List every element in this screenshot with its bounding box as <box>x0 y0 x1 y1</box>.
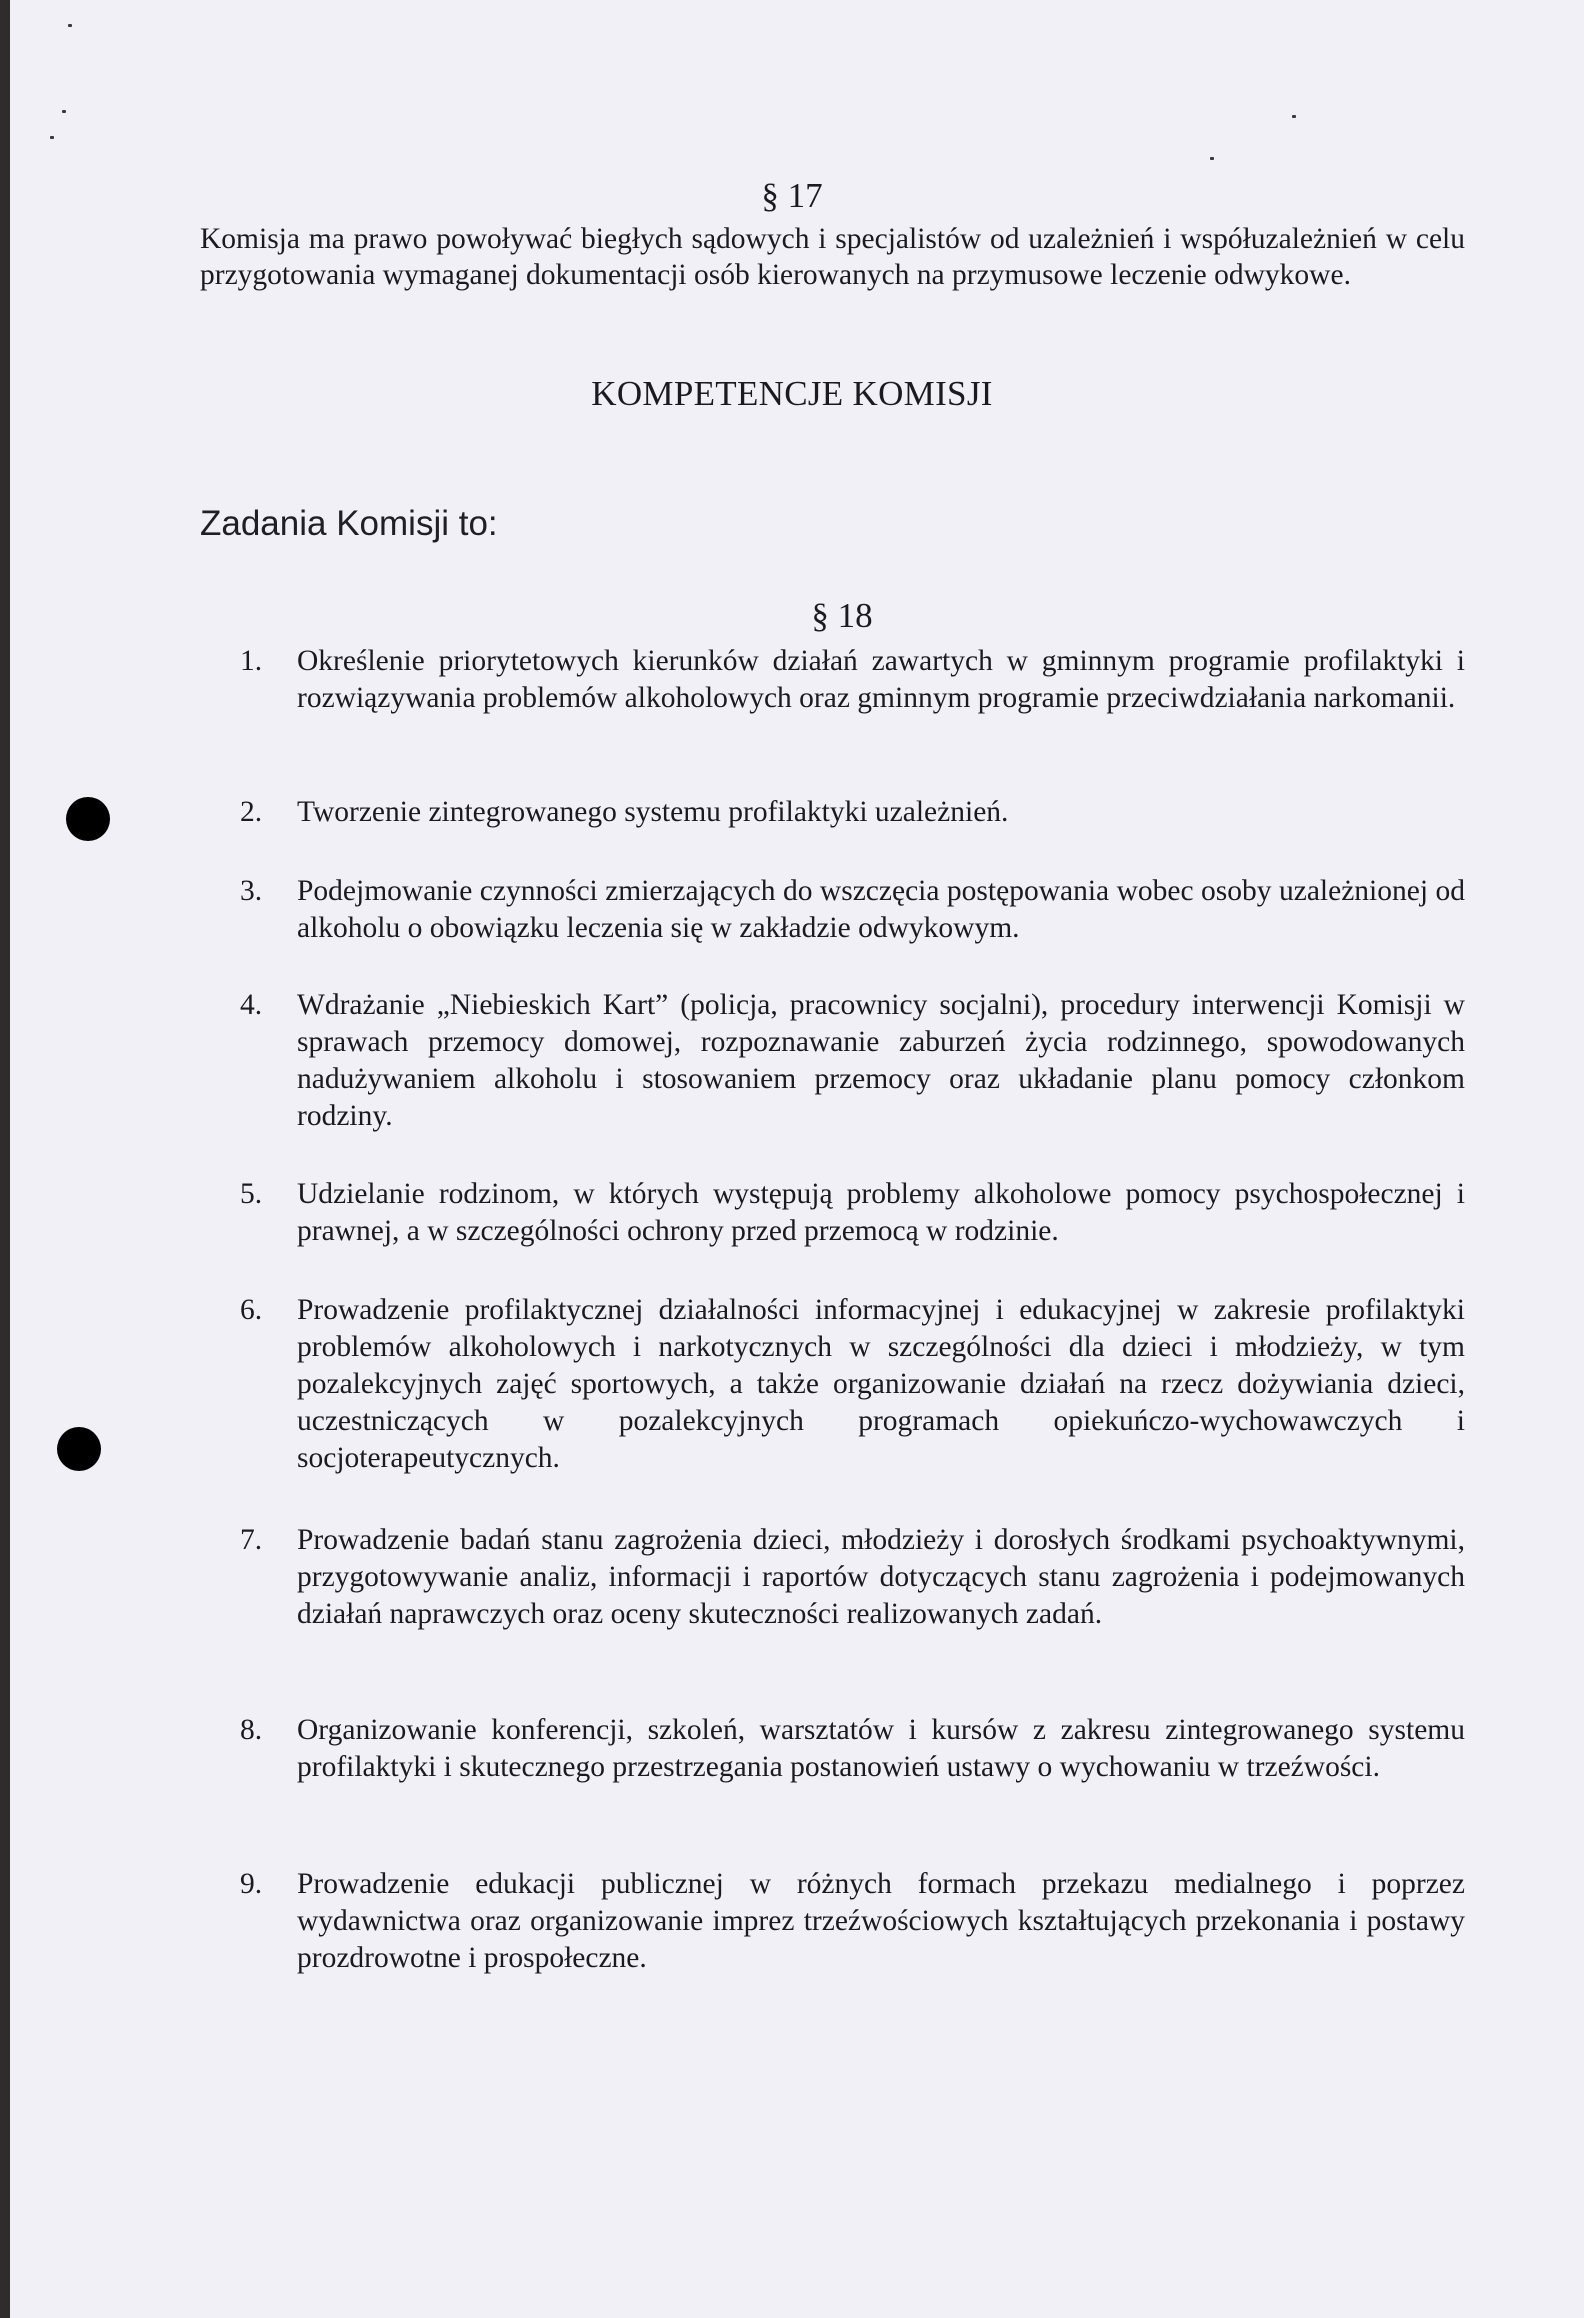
punch-hole-bottom <box>57 1427 101 1471</box>
list-item <box>240 794 1465 831</box>
scan-speck <box>1210 157 1214 160</box>
list-item-number: 5. <box>240 1178 263 1210</box>
list-item-text: Udzielanie rodzinom, w których występują problemy alkoholowe pomocy psychospołecznej i prawnej, a w szczególności ochrony przed przemocą w rodzinie. <box>297 1178 1465 1247</box>
list-item <box>240 643 1465 717</box>
list-item-text: Podejmowanie czynności zmierzających do wszczęcia postępowania wobec osoby uzależnionej od alkoholu o obowiązku leczenia się w zakładzie odwykowym. <box>297 875 1465 944</box>
list-item <box>240 873 1465 947</box>
list-item-text: Tworzenie zintegrowanego systemu profilaktyki uzależnień. <box>297 796 1009 828</box>
list-item-text: Określenie priorytetowych kierunków działań zawartych w gminnym programie profilaktyki i rozwiązywania problemów alkoholowych oraz gminnym programie przeciwdziałania narkomanii. <box>297 645 1465 714</box>
list-item <box>240 1292 1465 1477</box>
list-item-text: Wdrażanie „Niebieskich Kart” (policja, pracownicy socjalni), procedury interwencji Komisji w sprawach przemocy domowej, rozpoznawanie zaburzeń życia rodzinnego, spowodowanych nadużywaniem alkoholu i stosowaniem przemocy oraz układanie planu pomocy członkom rodziny. <box>297 989 1465 1132</box>
list-item-number: 8. <box>240 1714 263 1746</box>
section-18-mark: § 18 <box>811 596 873 635</box>
list-item <box>240 1866 1465 1977</box>
list-item-text: Prowadzenie profilaktycznej działalności informacyjnej i edukacyjnej w zakresie profilaktyki problemów alkoholowych i narkotycznych w szczególności dla dzieci i młodzieży, w tym pozalekcyjnych zajęć sportowych, a także organizowanie działań na rzecz dożywiania dzieci, uczestniczących w pozalekcyjnych programach opiekuńczo-wychowawczych i socjoterapeutycznych. <box>297 1294 1465 1474</box>
scan-speck <box>1292 115 1296 118</box>
section-17-mark: § 17 <box>761 176 823 215</box>
list-item-number: 1. <box>240 645 263 677</box>
punch-hole-top <box>66 797 110 841</box>
scan-speck <box>62 110 66 113</box>
list-item-text: Prowadzenie edukacji publicznej w różnych formach przekazu medialnego i poprzez wydawnictwa oraz organizowanie imprez trzeźwościowych kształtujących przekonania i postawy prozdrowotne i prospołeczne. <box>297 1868 1465 1974</box>
list-item-number: 6. <box>240 1294 263 1326</box>
subheading: Zadania Komisji to: <box>200 504 498 543</box>
list-item-number: 2. <box>240 796 263 828</box>
list-item <box>240 987 1465 1135</box>
list-item-text: Prowadzenie badań stanu zagrożenia dzieci, młodzieży i dorosłych środkami psychoaktywnymi, przygotowywanie analiz, informacji i raportów dotyczących stanu zagrożenia i podejmowanych działań naprawczych oraz oceny skuteczności realizowanych zadań. <box>297 1524 1465 1630</box>
scan-speck <box>50 136 54 139</box>
list-item-text: Organizowanie konferencji, szkoleń, warsztatów i kursów z zakresu zintegrowanego systemu profilaktyki i skutecznego przestrzegania postanowień ustawy o wychowaniu w trzeźwości. <box>297 1714 1465 1783</box>
section-17-text: Komisja ma prawo powoływać biegłych sądowych i specjalistów od uzależnień i współuzależnień w celu przygotowania wymaganej dokumentacji osób kierowanych na przymusowe leczenie odwykowe. <box>200 223 1465 291</box>
scan-speck <box>68 24 72 27</box>
page-heading: KOMPETENCJE KOMISJI <box>591 374 993 413</box>
list-item-number: 7. <box>240 1524 263 1556</box>
list-item <box>240 1176 1465 1250</box>
list-item-number: 3. <box>240 875 263 907</box>
list-item-number: 9. <box>240 1868 263 1900</box>
list-item <box>240 1522 1465 1633</box>
list-item-number: 4. <box>240 989 263 1021</box>
list-item <box>240 1712 1465 1786</box>
